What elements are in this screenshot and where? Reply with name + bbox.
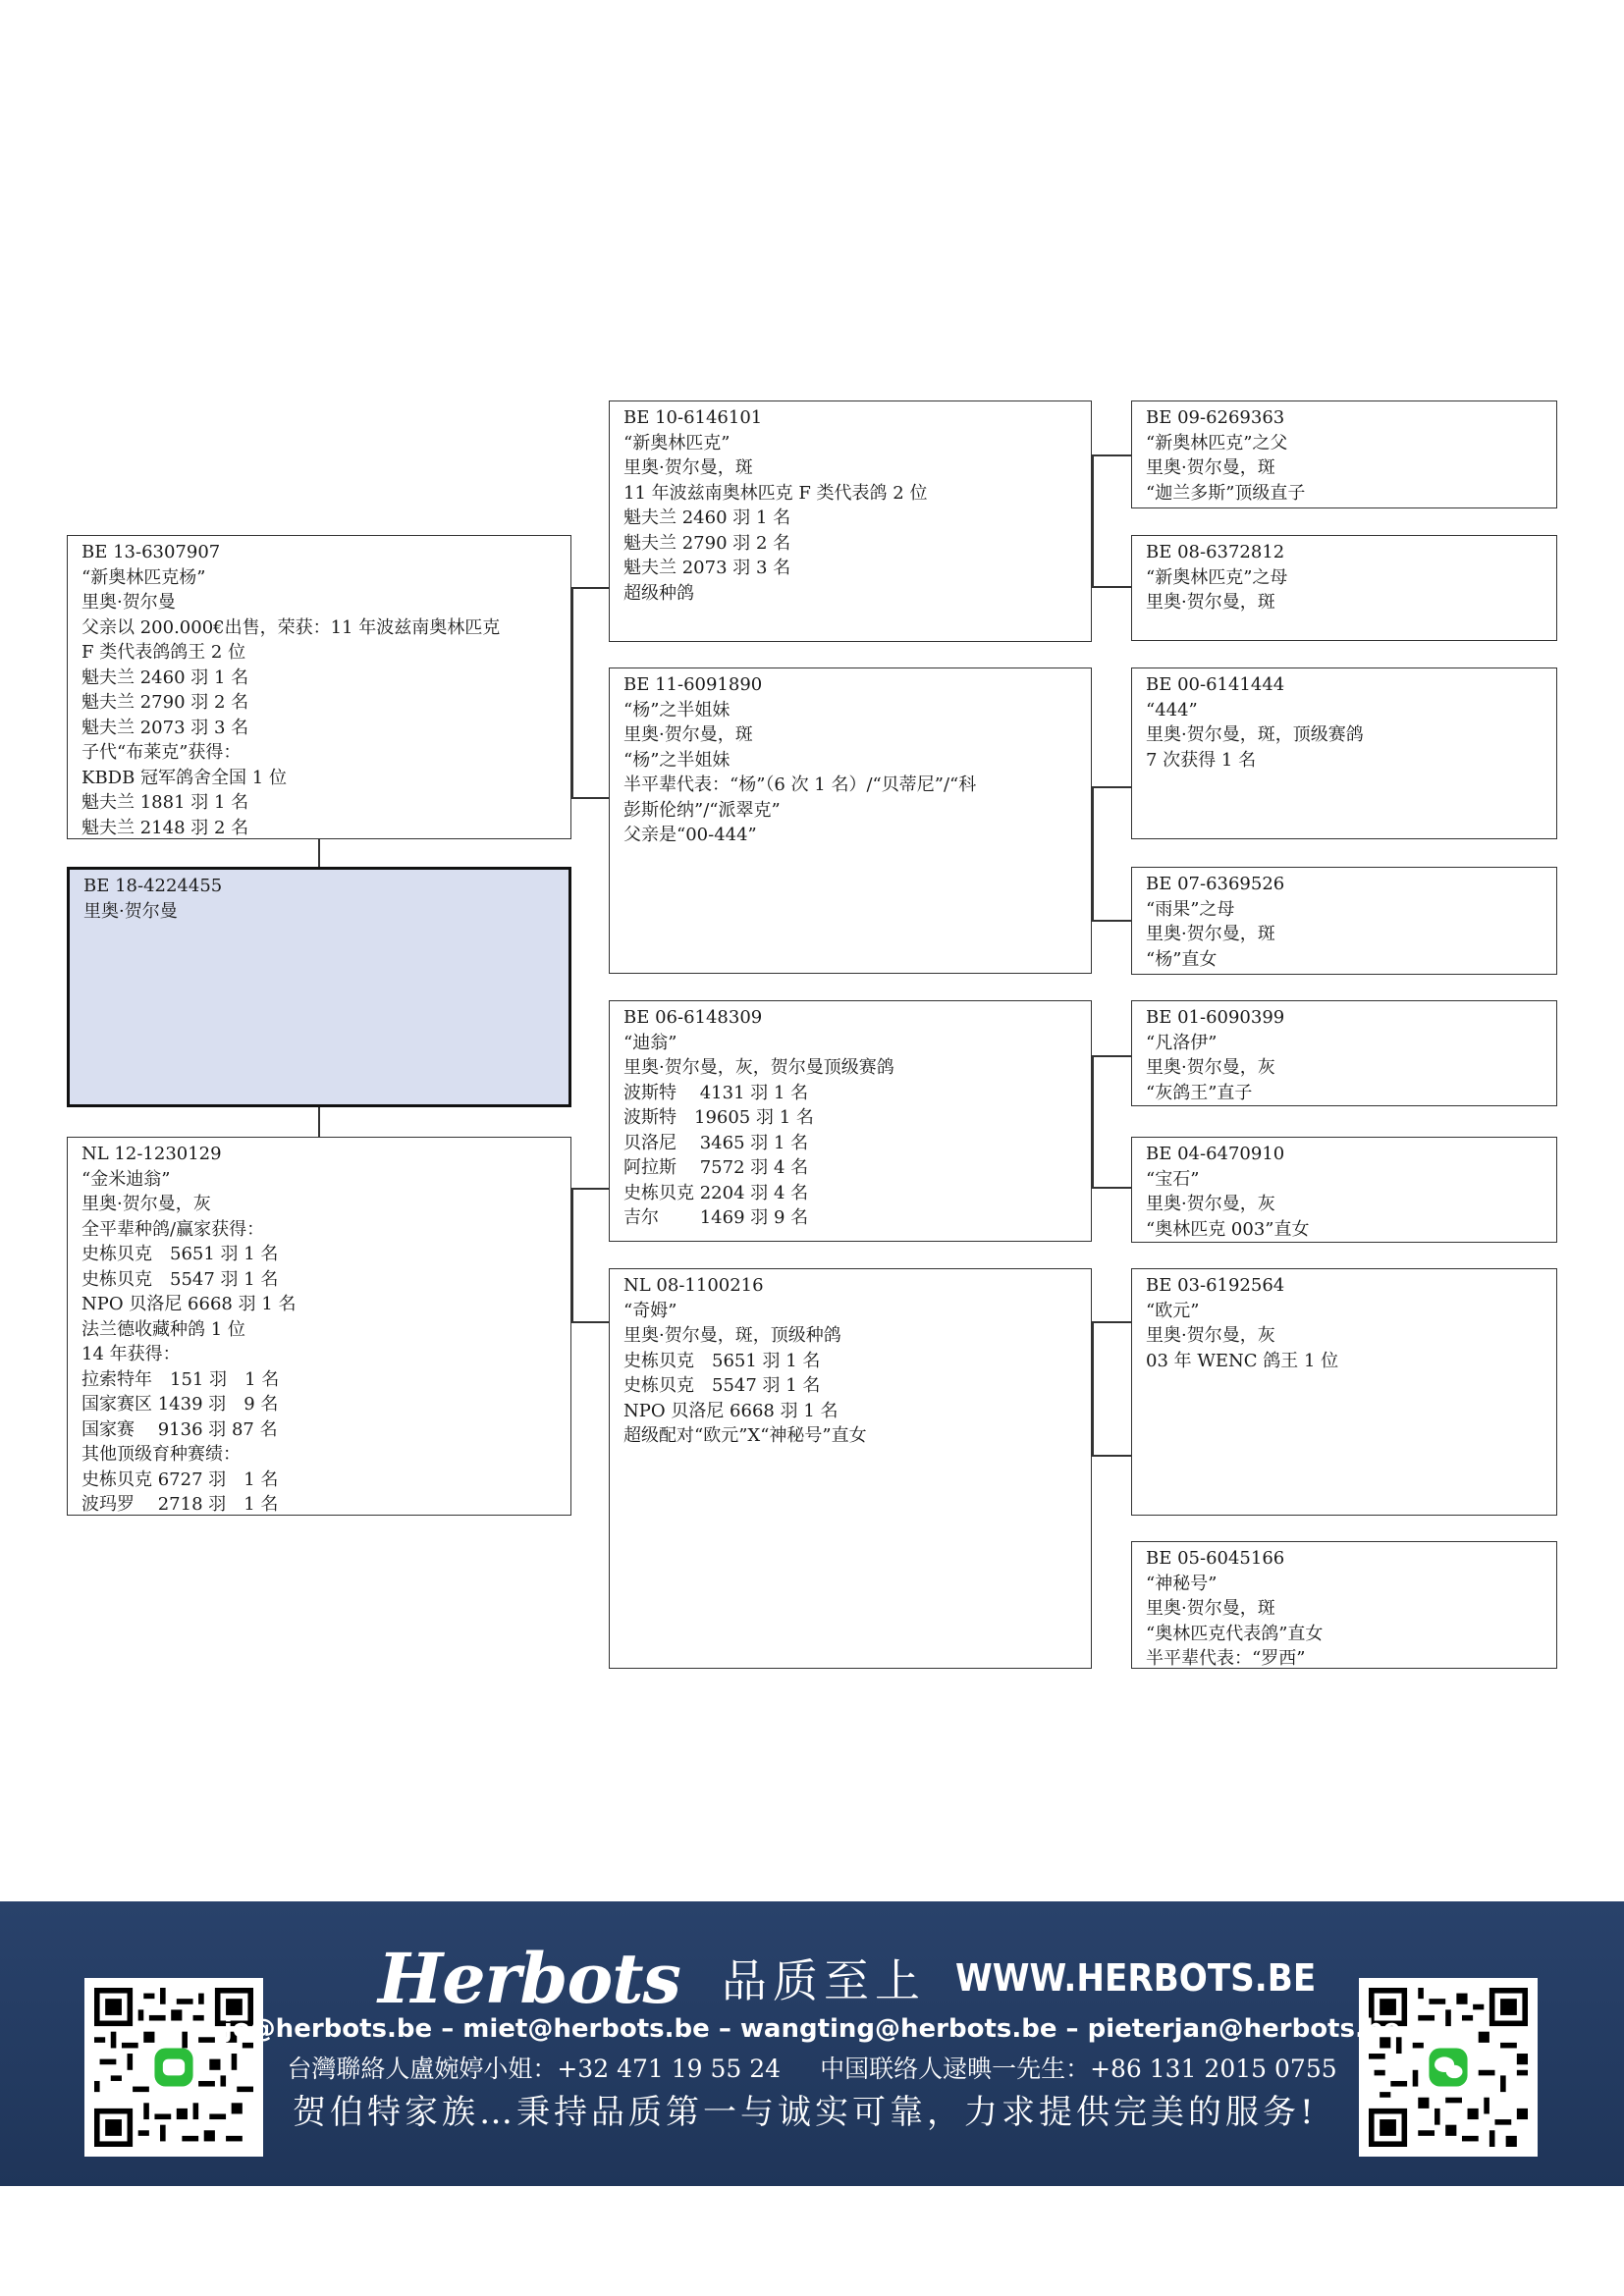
pedigree-detail-line: 超级种鸽	[623, 582, 694, 604]
pedigree-detail-line: 吉尔 1469 羽 9 名	[623, 1207, 809, 1228]
pedigree-detail-line: 里奥·贺尔曼，斑，顶级赛鸽	[1146, 724, 1364, 745]
brand-header	[378, 1939, 1356, 2017]
ancestor-card-8	[1131, 1541, 1557, 1669]
pedigree-detail-line: 史栋贝克 5547 羽 1 名	[81, 1268, 279, 1290]
pedigree-detail-line: “迪翁”	[623, 1032, 677, 1053]
pedigree-detail-line: “奥林匹克代表鸽”直女	[1146, 1623, 1324, 1644]
pedigree-detail-line: 魁夫兰 2073 羽 3 名	[623, 558, 791, 578]
connector	[1092, 920, 1131, 922]
pedigree-detail-line: 里奥·贺尔曼，斑	[1146, 457, 1275, 478]
pedigree-detail-line: 里奥·贺尔曼	[81, 592, 176, 613]
pedigree-detail-line: 父亲是“00-444”	[623, 825, 757, 845]
ring-number: BE 04-6470910	[1146, 1144, 1285, 1164]
pedigree-detail-line: 波斯特 4131 羽 1 名	[623, 1082, 809, 1103]
pedigree-detail-line: 11 年波兹南奥林匹克 F 类代表鸽 2 位	[623, 482, 928, 504]
pedigree-detail-line: 全平辈种鸽/赢家获得：	[81, 1218, 265, 1240]
pedigree-detail-line: “杨”直女	[1146, 948, 1218, 970]
connector	[318, 1107, 320, 1137]
ring-number: BE 00-6141444	[1146, 674, 1285, 695]
pedigree-detail-line: F 类代表鸽鸽王 2 位	[81, 642, 246, 663]
ring-number: BE 07-6369526	[1146, 874, 1285, 894]
connector	[571, 1188, 609, 1190]
connector	[1092, 1321, 1094, 1455]
sire-dam-card	[609, 667, 1092, 974]
pedigree-detail-line: “新奥林匹克”	[623, 432, 731, 454]
pedigree-detail-line: “奇姆”	[623, 1300, 677, 1321]
connector	[1092, 1055, 1094, 1187]
pedigree-detail-line: 彭斯伦纳”/“派翠克”	[623, 799, 781, 821]
pedigree-detail-line: 魁夫兰 2790 羽 2 名	[81, 692, 249, 713]
pedigree-detail-line: 里奥·贺尔曼，斑，顶级种鸽	[623, 1325, 841, 1346]
pedigree-detail-line: “凡洛伊”	[1146, 1032, 1218, 1053]
pedigree-detail-line: “金米迪翁”	[81, 1168, 171, 1190]
pedigree-detail-line: 半平辈代表：“杨”（6 次 1 名）/“贝蒂尼”/“科	[623, 774, 977, 795]
connector	[318, 839, 320, 867]
pedigree-detail-line: 里奥·贺尔曼，灰	[1146, 1194, 1275, 1214]
ring-number: BE 10-6146101	[623, 407, 763, 428]
connector	[1092, 454, 1094, 586]
pedigree-detail-line: “新奥林匹克”之父	[1146, 432, 1288, 454]
ring-number: NL 08-1100216	[623, 1275, 764, 1296]
website-link[interactable]: WWW.HERBOTS.BE	[954, 1956, 1317, 2000]
pedigree-detail-line: 03 年 WENC 鸽王 1 位	[1146, 1350, 1339, 1371]
ring-number: NL 12-1230129	[81, 1144, 222, 1164]
subject-card	[67, 867, 571, 1107]
pedigree-detail-line: KBDB 冠军鸽舍全国 1 位	[81, 767, 287, 788]
pedigree-detail-line: 里奥·贺尔曼，斑	[1146, 592, 1275, 613]
tagline: 贺伯特家族…秉持品质第一与诚实可靠，力求提供完美的服务!	[293, 2093, 1318, 2132]
pedigree-detail-line: “灰鸽王”直子	[1146, 1082, 1253, 1103]
pedigree-detail-line: 史栋贝克 5651 羽 1 名	[623, 1350, 821, 1371]
sire-card	[67, 535, 571, 839]
email-list[interactable]: jo@herbots.be – miet@herbots.be – wangting@herbots.be – pieterjan@herbots.be	[223, 2014, 1401, 2044]
pedigree-detail-line: “雨果”之母	[1146, 898, 1235, 920]
connector	[571, 1188, 573, 1321]
pedigree-detail-line: 超级配对“欧元”X“神秘号”直女	[623, 1425, 867, 1446]
pedigree-detail-line: 里奥·贺尔曼，斑	[623, 724, 753, 745]
pedigree-detail-line: 半平辈代表：“罗西”	[1146, 1648, 1306, 1669]
ring-number: BE 08-6372812	[1146, 542, 1285, 562]
pedigree-detail-line: “奥林匹克 003”直女	[1146, 1218, 1310, 1240]
pedigree-detail-line: 法兰德收藏种鸽 1 位	[81, 1318, 245, 1340]
pedigree-detail-line: 魁夫兰 2460 羽 1 名	[81, 667, 249, 688]
pedigree-detail-line: 7 次获得 1 名	[1146, 749, 1257, 771]
pedigree-detail-line: 里奥·贺尔曼，灰	[1146, 1325, 1275, 1346]
connector	[571, 797, 609, 799]
pedigree-detail-line: 子代“布莱克”获得：	[81, 742, 242, 763]
pedigree-detail-line: 里奥·贺尔曼，斑	[1146, 924, 1275, 944]
ancestor-card-1	[1131, 400, 1557, 508]
pedigree-detail-line: “宝石”	[1146, 1168, 1200, 1190]
pedigree-detail-line: 魁夫兰 2073 羽 3 名	[81, 717, 249, 738]
ancestor-card-4	[1131, 867, 1557, 975]
pedigree-detail-line: 里奥·贺尔曼	[83, 900, 178, 922]
contact-china: 中国联络人逯晪一先生：+86 131 2015 0755	[820, 2055, 1337, 2083]
pedigree-detail-line: 史栋贝克 2204 羽 4 名	[623, 1182, 809, 1203]
connector	[1092, 1321, 1131, 1323]
pedigree-detail-line: “新奥林匹克杨”	[81, 566, 206, 588]
pedigree-detail-line: “神秘号”	[1146, 1573, 1218, 1594]
pedigree-detail-line: “迦兰多斯”顶级直子	[1146, 482, 1306, 504]
pedigree-detail-line: 其他顶级育种赛绩：	[81, 1444, 241, 1465]
ring-number: BE 05-6045166	[1146, 1548, 1285, 1569]
connector	[1092, 586, 1131, 588]
pedigree-detail-line: 里奥·贺尔曼，斑	[1146, 1598, 1275, 1619]
pedigree-detail-line: 阿拉斯 7572 羽 4 名	[623, 1157, 809, 1178]
pedigree-detail-line: 14 年获得：	[81, 1344, 181, 1364]
pedigree-detail-line: 魁夫兰 2148 羽 2 名	[81, 817, 249, 838]
pedigree-detail-line: 波玛罗 2718 羽 1 名	[81, 1494, 279, 1515]
pedigree-detail-line: 史栋贝克 5651 羽 1 名	[81, 1244, 279, 1264]
pedigree-detail-line: 魁夫兰 1881 羽 1 名	[81, 792, 249, 813]
pedigree-detail-line: 魁夫兰 2790 羽 2 名	[623, 532, 791, 554]
pedigree-detail-line: 史栋贝克 5547 羽 1 名	[623, 1375, 821, 1396]
ring-number: BE 11-6091890	[623, 674, 763, 695]
connector	[571, 587, 609, 589]
pedigree-detail-line: 里奥·贺尔曼，灰	[1146, 1057, 1275, 1078]
ring-number: BE 03-6192564	[1146, 1275, 1285, 1296]
connector	[1092, 1455, 1131, 1457]
pedigree-detail-line: NPO 贝洛尼 6668 羽 1 名	[81, 1294, 297, 1314]
ancestor-card-6	[1131, 1137, 1557, 1243]
brand-logo: Herbots	[378, 1937, 680, 2019]
pedigree-detail-line: “杨”之半姐妹	[623, 699, 731, 721]
dam-card	[67, 1137, 571, 1516]
connector	[1092, 454, 1131, 456]
connector	[1092, 786, 1131, 788]
pedigree-detail-line: “欧元”	[1146, 1300, 1200, 1321]
pedigree-detail-line: “新奥林匹克”之母	[1146, 566, 1288, 588]
pedigree-detail-line: 贝洛尼 3465 羽 1 名	[623, 1132, 809, 1153]
pedigree-detail-line: 魁夫兰 2460 羽 1 名	[623, 507, 791, 528]
pedigree-detail-line: NPO 贝洛尼 6668 羽 1 名	[623, 1400, 839, 1421]
contact-phones	[0, 2050, 1624, 2085]
ring-number: BE 01-6090399	[1146, 1007, 1285, 1028]
connector	[1092, 1187, 1131, 1189]
pedigree-detail-line: 拉索特年 151 羽 1 名	[81, 1368, 280, 1390]
pedigree-detail-line: 史栋贝克 6727 羽 1 名	[81, 1468, 279, 1490]
pedigree-detail-line: “444”	[1146, 699, 1198, 721]
ancestor-card-5	[1131, 1000, 1557, 1106]
ring-number: BE 09-6269363	[1146, 407, 1285, 428]
connector	[1092, 786, 1094, 920]
pedigree-detail-line: “杨”之半姐妹	[623, 749, 731, 771]
pedigree-detail-line: 国家赛 9136 羽 87 名	[81, 1418, 278, 1440]
pedigree-detail-line: 里奥·贺尔曼，斑	[623, 457, 753, 478]
ring-number: BE 13-6307907	[81, 542, 221, 562]
pedigree-detail-line: 里奥·贺尔曼，灰，贺尔曼顶级赛鸽	[623, 1057, 894, 1078]
ring-number: BE 06-6148309	[623, 1007, 763, 1028]
connector	[571, 587, 573, 797]
dam-sire-card	[609, 1000, 1092, 1242]
ring-number: BE 18-4224455	[83, 876, 223, 896]
ancestor-card-2	[1131, 535, 1557, 641]
ancestor-card-3	[1131, 667, 1557, 839]
connector	[571, 1321, 609, 1323]
pedigree-detail-line: 父亲以 200.000€出售，荣获：11 年波兹南奥林匹克	[81, 616, 501, 638]
connector	[1092, 1055, 1131, 1057]
pedigree-detail-line: 国家赛区 1439 羽 9 名	[81, 1394, 279, 1415]
pedigree-detail-line: 里奥·贺尔曼，灰	[81, 1194, 211, 1214]
pedigree-detail-line: 波斯特 19605 羽 1 名	[623, 1107, 814, 1128]
dam-dam-card	[609, 1268, 1092, 1669]
contact-taiwan: 台灣聯絡人盧婉婷小姐：+32 471 19 55 24	[287, 2055, 782, 2083]
ancestor-card-7	[1131, 1268, 1557, 1516]
brand-slogan: 品质至上	[721, 1954, 926, 2007]
sire-sire-card	[609, 400, 1092, 642]
